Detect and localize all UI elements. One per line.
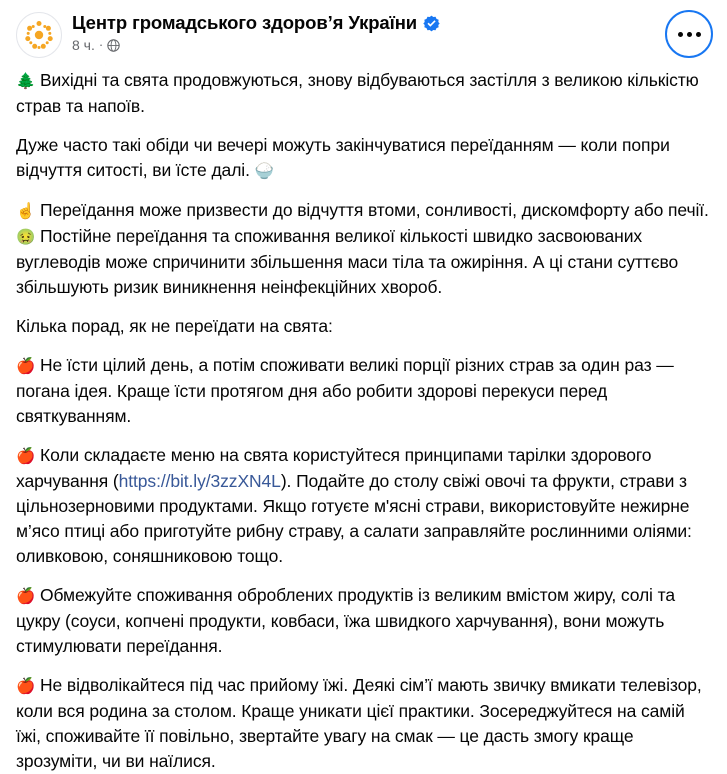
organization-logo-icon[interactable] bbox=[16, 12, 62, 58]
healthy-plate-link[interactable]: https://bit.ly/3zzXN4L bbox=[118, 471, 281, 491]
paragraph-text-continued: ). Подайте до столу свіжі овочі та фрукти, страви з цільнозерновими продуктами. Якщо готуєте м'ясні страви, використовуйте нежирне м’ясо птиці або приготуйте рибну страву, а салати заправляйте рослинними оліями: оливковою, соняшниковою тощо. bbox=[16, 471, 692, 566]
apple-emoji-icon: 🍎 bbox=[16, 447, 36, 465]
globe-icon bbox=[107, 39, 120, 52]
page-name-row bbox=[72, 13, 440, 33]
tree-emoji-icon: 🌲 bbox=[16, 72, 36, 90]
page-name[interactable]: Центр громадського здоров’я України bbox=[72, 12, 418, 33]
post-timestamp[interactable]: 8 ч. bbox=[72, 37, 95, 53]
nauseated-face-emoji-icon: 🤢 bbox=[16, 228, 36, 246]
paragraph-text: Не їсти цілий день, а потім споживати великі порції різних страв за один раз — погана ідея. Краще їсти протягом дня або робити здорові перекуси перед святкуванням. bbox=[16, 355, 674, 426]
ellipsis-horizontal-icon bbox=[678, 32, 701, 37]
post-paragraph bbox=[16, 443, 711, 569]
paragraph-text: Вихідні та свята продовжуються, знову відбуваються застілля з великою кількістю страв та напоїв. bbox=[16, 70, 699, 116]
post-header-text bbox=[72, 12, 440, 53]
index-pointing-up-emoji-icon: ☝️ bbox=[16, 202, 36, 220]
apple-emoji-icon: 🍎 bbox=[16, 677, 36, 695]
post-options-button[interactable] bbox=[665, 10, 713, 58]
rice-bowl-emoji-icon: 🍚 bbox=[254, 162, 274, 180]
apple-emoji-icon: 🍎 bbox=[16, 587, 36, 605]
paragraph-text: Не відволікайтеся під час прийому їжі. Деякі сім’ї мають звичку вмикати телевізор, коли вся родина за столом. Краще уникати цієї практики. Зосереджуйтеся на самій їжі, споживайте її повільно, звертайте увагу на смак — це дасть змогу краще зрозуміти, чи ви наїлися. bbox=[16, 675, 702, 771]
post-paragraph bbox=[16, 583, 711, 659]
post-body bbox=[0, 60, 727, 774]
paragraph-text: Обмежуйте споживання оброблених продуктів із великим вмістом жиру, солі та цукру (соуси, копчені продукти, ковбаси, їжа швидкого харчування), вони можуть стимулювати переїдання. bbox=[16, 585, 675, 656]
post-paragraph bbox=[16, 68, 711, 119]
post-header bbox=[0, 0, 727, 60]
verified-badge-icon bbox=[423, 15, 440, 32]
paragraph-text: Кілька порад, як не переїдати на свята: bbox=[16, 316, 333, 336]
post-paragraph bbox=[16, 198, 711, 300]
post-paragraph bbox=[16, 314, 711, 339]
paragraph-text: Переїдання може призвести до відчуття втоми, сонливості, дискомфорту або печії. bbox=[39, 200, 709, 220]
paragraph-text-continued: Постійне переїдання та споживання великої кількості швидко засвоюваних вуглеводів може спричинити збільшення маси тіла та ожиріння. А ці стани суттєво збільшують ризик виникнення неінфекційних хвороб. bbox=[16, 226, 679, 297]
post-paragraph bbox=[16, 673, 711, 774]
post-paragraph bbox=[16, 133, 711, 184]
meta-separator: · bbox=[98, 37, 104, 52]
post-meta bbox=[72, 37, 440, 53]
paragraph-text: Дуже часто такі обіди чи вечері можуть закінчуватися переїданням — коли попри відчуття ситості, ви їсте далі. bbox=[16, 135, 670, 180]
apple-emoji-icon: 🍎 bbox=[16, 357, 36, 375]
post-paragraph bbox=[16, 353, 711, 429]
paragraph-text: Коли складаєте меню на свята користуйтеся принципами тарілки здорового харчування ( bbox=[16, 445, 652, 491]
